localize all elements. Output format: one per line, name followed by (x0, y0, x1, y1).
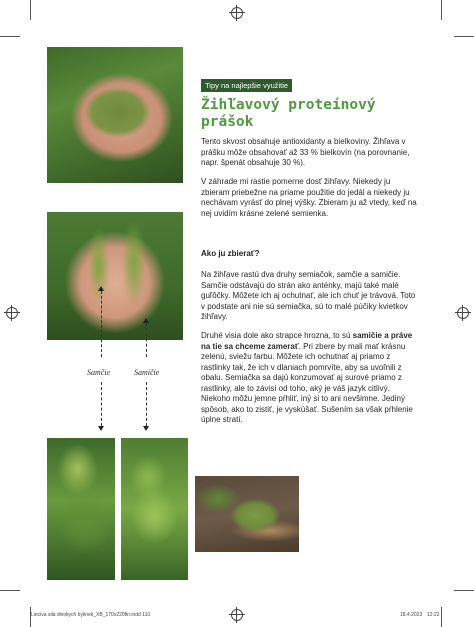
page-title: Žihľavový proteínový prášok (201, 97, 376, 130)
nettle-powder-in-hand-photo (47, 47, 183, 183)
female-seeds-paragraph (201, 331, 417, 426)
nettle-seeds-in-hands-photo (47, 212, 183, 340)
garden-paragraph: V záhrade mi rastie pomerne dosť žihľavy. Niekedy ju zbieram priebežne na priame použitie do jedál a niekedy ju nechávam vyrásť do plnej výšky. Zbieram ju až vtedy, keď na nej uvidím krásne zelené semienka. (201, 177, 417, 218)
registration-mark (231, 7, 243, 19)
female-label: Samičie (134, 368, 160, 377)
dashed-line (146, 323, 147, 357)
footer-time: 12:22 (427, 612, 440, 618)
crop-mark (454, 590, 474, 591)
dashed-line (101, 291, 102, 357)
paragraph-text: . Pri zbere by mali mať krásnu zelenú, sviežu farbu. Môžete ich ochutnať aj priamo z rastlinky tak, že ich v dlaniach pomrvíte, aby sa uvoľnili z obalu. Semiačka sa dajú konzumovať aj surové priamo z rastlinky, ale to závisí od toho, aký je váš jazyk citlivý. Niekoho môžu jemne pŕhliť, iný si to ani nevšimne. Jediný spôsob, ako to zistiť, je vyskúšať. Sušením sa však pŕhlenie úplne stratí. (201, 341, 413, 424)
crop-mark (441, 0, 442, 20)
crop-mark (0, 36, 20, 37)
male-label: Samčie (87, 368, 111, 377)
seed-types-paragraph: Na žihľave rastú dva druhy semiačok, samčie a samičie. Samčie odstávajú do strán ako anténky, majú také malé guľôčky. Môžete ich aj ochutnať, ale ich chuť je trávová. Toto v podstate ani nie sú semiačka, sú to malé púčiky kvietkov žihľavy. (201, 270, 416, 321)
crop-mark (0, 590, 20, 591)
arrow-down-icon (98, 426, 104, 431)
section-subheading: Ako ju zbierať? (201, 249, 260, 258)
crop-mark (454, 36, 474, 37)
dashed-line (146, 382, 147, 426)
intro-paragraph: Tento skvost obsahuje antioxidanty a bielkoviny. Žihľava v prášku môže obsahovať až 33 % bielkovín (na porovnanie, napr. špenát obsahuje 30 %). (201, 137, 410, 167)
nettle-powder-spoon-photo (195, 476, 299, 552)
footer-file-name: Lieciva sila divokych bylinek_XB_170x220fin.indd 110 (31, 612, 151, 618)
registration-mark (457, 307, 469, 319)
emphasis-text: samičie a práve na tie sa chceme zamerať (201, 331, 413, 351)
crop-mark (30, 0, 31, 20)
female-nettle-plant-photo (121, 438, 188, 580)
arrow-down-icon (143, 426, 149, 431)
section-tag: Tipy na najlepšie využitie (201, 79, 292, 92)
paragraph-text: Druhé visia dole ako strapce hrozna, to sú (201, 331, 353, 340)
crop-mark (441, 607, 442, 627)
footer-date: 18.4.2023 (400, 612, 423, 618)
male-nettle-plant-photo (47, 438, 115, 580)
registration-mark (6, 307, 18, 319)
registration-mark (231, 609, 243, 621)
dashed-line (101, 382, 102, 426)
